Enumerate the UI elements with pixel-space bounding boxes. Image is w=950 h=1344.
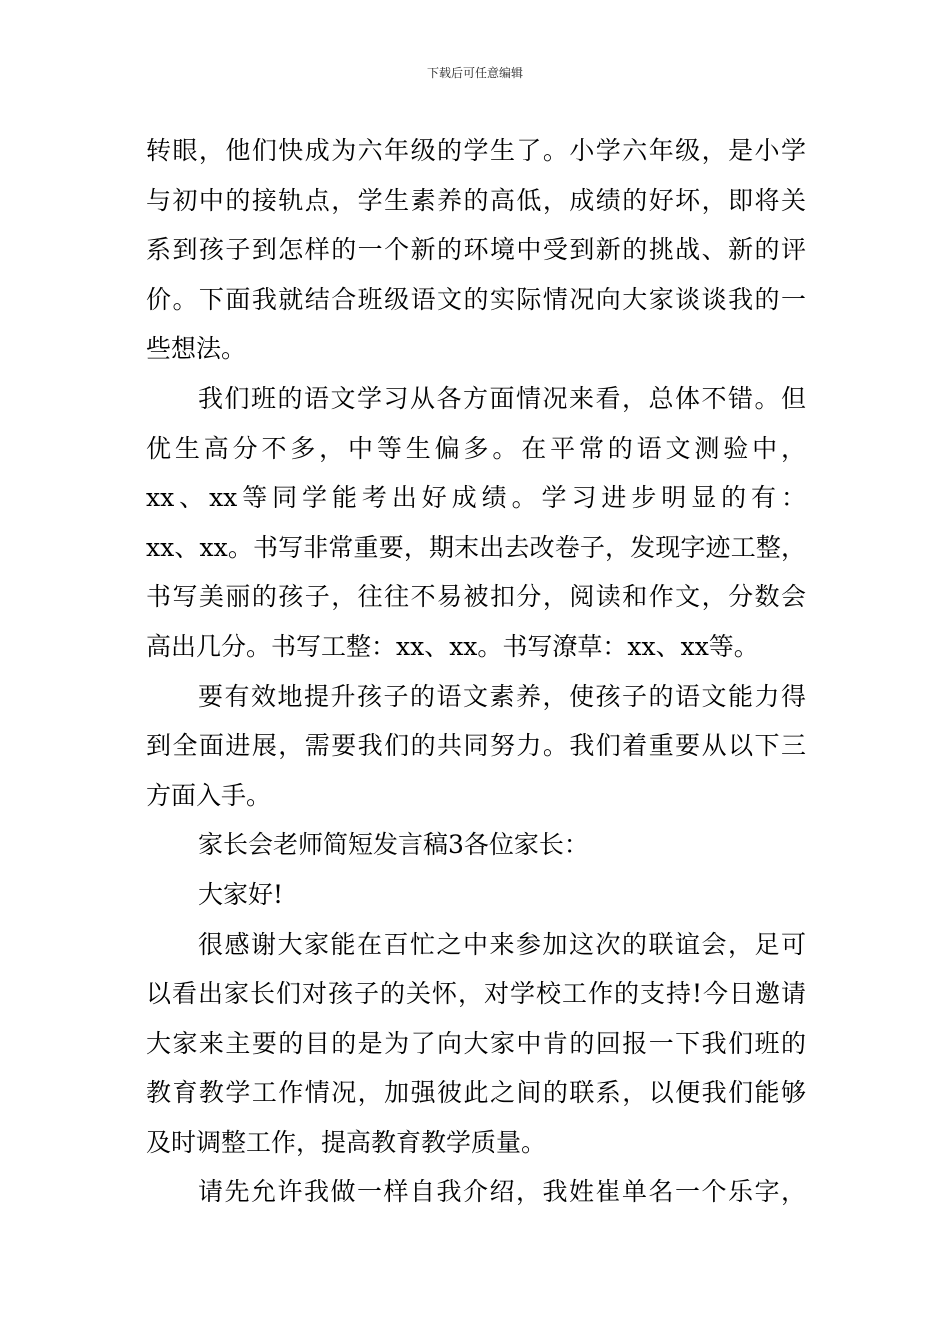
text-line: 大家来主要的目的是为了向大家中肯的回报一下我们班的: [146, 1028, 806, 1058]
text-line: xx、xx。书写非常重要，期末出去改卷子，发现字迹工整，: [146, 532, 806, 562]
text-line: 要有效地提升孩子的语文素养，使孩子的语文能力得: [198, 681, 806, 711]
text-line: 书写美丽的孩子，往往不易被扣分，阅读和作文，分数会: [146, 582, 806, 612]
text-line: 方面入手。: [146, 780, 272, 810]
text-line: 及时调整工作，提高教育教学质量。: [146, 1127, 547, 1157]
text-line: 大家好!: [198, 879, 284, 909]
text-line: 到全面进展，需要我们的共同努力。我们着重要从以下三: [146, 731, 806, 761]
text-line: 以看出家长们对孩子的关怀，对学校工作的支持!今日邀请: [146, 979, 806, 1009]
page-header: 下载后可任意编辑: [426, 66, 523, 80]
document-body: [146, 126, 806, 1217]
text-line: xx、xx等同学能考出好成绩。学习进步明显的有：: [146, 483, 806, 513]
text-line: 些想法。: [146, 334, 247, 364]
text-line: 教育教学工作情况，加强彼此之间的联系，以便我们能够: [146, 1078, 806, 1108]
text-line: 很感谢大家能在百忙之中来参加这次的联谊会，足可: [198, 929, 806, 959]
text-line: 高出几分。书写工整：xx、xx。书写潦草：xx、xx等。: [146, 631, 759, 661]
text-line: 我们班的语文学习从各方面情况来看，总体不错。但: [198, 383, 806, 413]
text-line: 优生高分不多，中等生偏多。在平常的语文测验中，: [146, 433, 806, 463]
text-line: 请先允许我做一样自我介绍，我姓崔单名一个乐字，: [198, 1177, 806, 1207]
text-line: 价。下面我就结合班级语文的实际情况向大家谈谈我的一: [146, 284, 806, 314]
text-line: 转眼，他们快成为六年级的学生了。小学六年级，是小学: [146, 136, 806, 165]
text-line: 家长会老师简短发言稿3各位家长：: [198, 830, 589, 860]
text-line: 系到孩子到怎样的一个新的环境中受到新的挑战、新的评: [146, 235, 806, 265]
text-line: 与初中的接轨点，学生素养的高低，成绩的好坏，即将关: [146, 185, 806, 215]
